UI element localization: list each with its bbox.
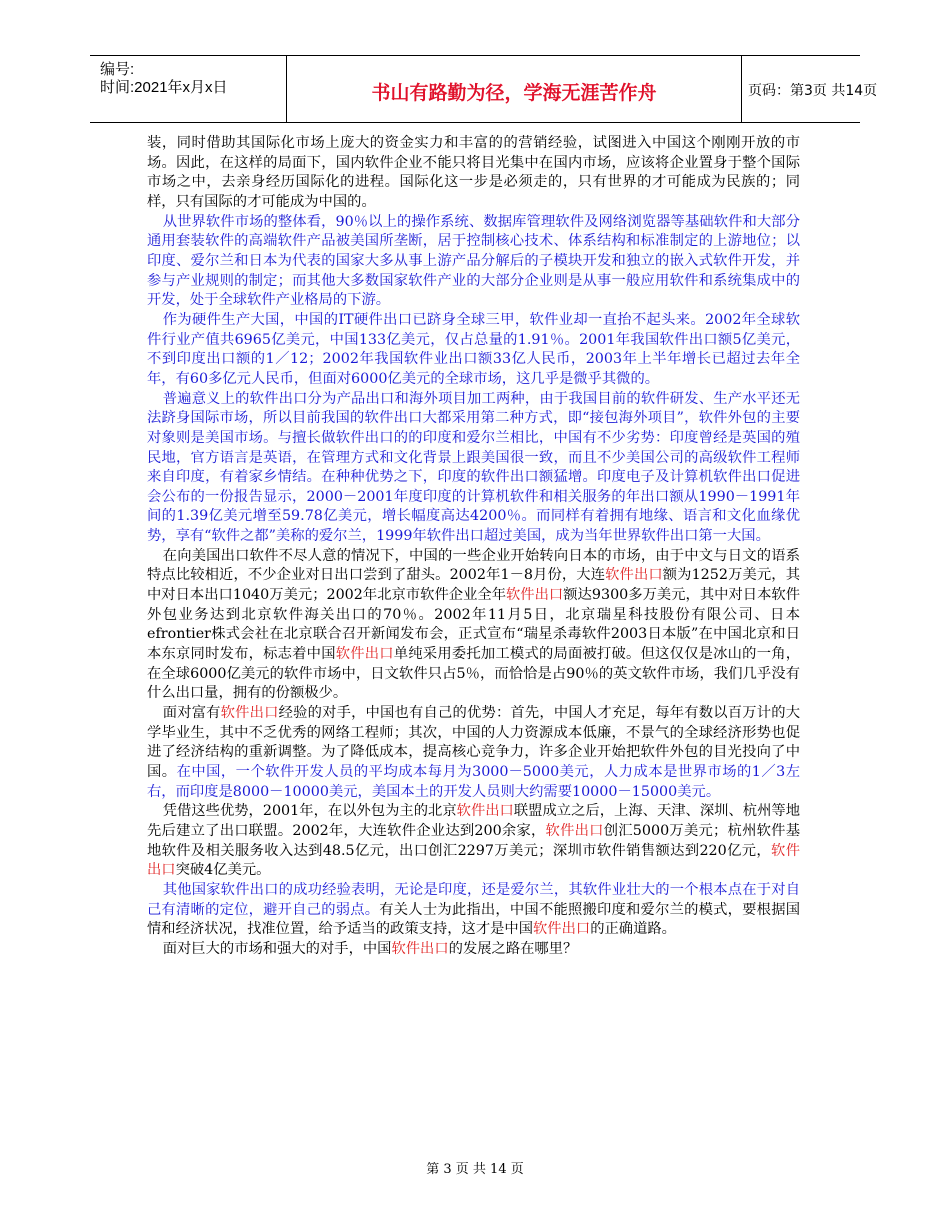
- keyword-highlight: 软件出口: [220, 705, 279, 722]
- text-run: 创汇5000万美元；杭州软件基地软件及相关服务收入达到48.5亿元，出口创汇2297万美元；深圳市软件销售额达到220亿元，: [147, 822, 801, 859]
- header-page-cell: [740, 56, 878, 122]
- keyword-highlight: 软件出口: [456, 803, 514, 820]
- serial-label: 编号:: [100, 61, 135, 78]
- paragraph: [147, 802, 800, 881]
- keyword-highlight: 软件出口: [147, 842, 800, 879]
- text-run: 单纯采用委托加工模式的局面被打破。但这仅仅是冰山的一角，在全球6000亿美元的软件市场中，日文软件只占5％，而恰恰是占90％的英文软件市场，我们几乎没有什么出口量，拥有的份额极少。: [147, 646, 801, 702]
- keyword-highlight: 软件出口: [391, 940, 449, 957]
- paragraph: [147, 390, 800, 547]
- text-run: 作为硬件生产大国，中国的IT硬件出口已跻身全球三甲，软件业却一直抬不起头来。2002年全球软件行业产值共6965亿美元，中国133亿美元，仅占总量的1.91％。2001年我国软件出口额5亿美元，不到印度出口额的1／12；2002年我国软件业出口额33亿人民币，2003年上半年增长已超过去年全年，有60多亿元人民币，但面对6000亿美元的全球市场，这几乎是微乎其微的。: [147, 311, 800, 387]
- text-run: 面对巨大的市场和强大的对手，中国: [162, 940, 392, 957]
- text-run: 经验的对手，中国也有自己的优势：首先，中国人才充足，每年有数以百万计的大学毕业生，其中不乏优秀的网络工程师；其次，中国的人力资源成本低廉，不景气的全球经济形势也促进了经济结构的重新调整。为了降低成本，提高核心竞争力，许多企业开始把软件外包的目光投向了中国。: [147, 705, 800, 780]
- paragraph: [147, 881, 800, 940]
- paragraph: [147, 311, 800, 390]
- text-run: 突破4亿美元。: [175, 862, 271, 879]
- header-motto-cell: [286, 56, 742, 122]
- text-run: 联盟成立之后，上海、天津、深圳、杭州等地先后建立了出口联盟。2002年，大连软件企业达到200余家，: [147, 803, 801, 839]
- text-run: 在向美国出口软件不尽人意的情况下，中国的一些企业开始转向日本的市场，由于中文与日文的语系特点比较相近，不少企业对日出口尝到了甜头。2002年1－8月份，大连: [147, 547, 800, 584]
- text-run: 面对富有: [162, 705, 221, 722]
- keyword-highlight: 软件出口: [533, 921, 591, 938]
- keyword-highlight: 软件出口: [506, 587, 564, 604]
- text-run: 装，同时借助其国际化市场上庞大的资金实力和丰富的的营销经验，试图进入中国这个刚刚开放的市场。因此，在这样的局面下，国内软件企业不能只将目光集中在国内市场，应该将企业置身于整个国际市场之中，去亲身经历国际化的进程。国际化这一步是必须走的，只有世界的才可能成为民族的；同样，只有国际的才可能成为中国的。: [147, 135, 800, 210]
- header-page-info: 页码：第3页 共14页: [748, 83, 878, 99]
- date-label: 时间:2021年x月x日: [100, 79, 228, 96]
- keyword-highlight: 软件出口: [605, 567, 663, 584]
- text-run: 额为1252万美元，其中对日本出口1040万美元；2002年北京市软件企业全年: [147, 567, 801, 604]
- paragraph: [147, 547, 800, 704]
- page-footer: 第 3 页 共 14 页: [426, 1162, 524, 1177]
- paragraph: [147, 134, 800, 213]
- motto: 书山有路勤为径，学海无涯苦作舟: [371, 82, 657, 104]
- text-run: 额达9300多万美元，其中对日本软件外包业务达到北京软件海关出口的70％。2002年11月5日，北京瑞星科技股份有限公司、日本efrontier株式会社在北京联合召开新闻发布会，正式宣布“瑞星杀毒软件2003日本版”在中国北京和日本东京同时发布，标志着中国: [147, 587, 800, 663]
- paragraph: [147, 213, 800, 311]
- paragraph: [147, 940, 800, 960]
- text-run: 在中国，一个软件开发人员的平均成本每月为3000－5000美元，人力成本是世界市场的1／3左右，而印度是8000－10000美元，美国本土的开发人员则大约需要10000－15000美元。: [147, 764, 800, 800]
- page-header: [90, 55, 878, 123]
- text-run: 的正确道路。: [590, 921, 676, 938]
- keyword-highlight: 软件出口: [335, 646, 394, 663]
- text-run: 普遍意义上的软件出口分为产品出口和海外项目加工两种，由于我国目前的软件研发、生产水平还无法跻身国际市场，所以目前我国的软件出口大都采用第二种方式，即“接包海外项目”，软件外包的主要对象则是美国市场。与擅长做软件出口的的印度和爱尔兰相比，中国有不少劣势：印度曾经是英国的殖民地，官方语言是英语，在管理方式和文化背景上跟美国很一致，而且不少美国公司的高级软件工程师来自印度，有着家乡情结。在种种优势之下，印度的软件出口额猛增。印度电子及计算机软件出口促进会公布的一份报告显示，2000－2001年度印度的计算机软件和相关服务的年出口额从1990－1991年间的1.39亿美元增至59.78亿美元，增长幅度高达4200％。而同样有着拥有地缘、语言和文化血缘优势，享有“软件之都”美称的爱尔兰，1999年软件出口超过美国，成为当年世界软件出口第一大国。: [147, 390, 800, 545]
- keyword-highlight: 软件出口: [545, 822, 604, 839]
- text-run: 其他国家软件出口的成功经验表明，无论是印度，还是爱尔兰，其软件业壮大的一个根本点在于对自己有清晰的定位，避开自己的弱点。: [147, 881, 800, 918]
- text-run: 凭借这些优势，2001年，在以外包为主的北京: [162, 803, 457, 820]
- paragraph: [147, 704, 800, 802]
- text-run: 从世界软件市场的整体看，90％以上的操作系统、数据库管理软件及网络浏览器等基础软件和大部分通用套装软件的高端软件产品被美国所垄断，居于控制核心技术、体系结构和标准制定的上游地位；以印度、爱尔兰和日本为代表的国家大多从事上游产品分解后的子模块开发和独立的嵌入式软件开发，并参与产业规则的制定；而其他大多数国家软件产业的大部分企业则是从事一般应用软件和系统集成中的开发，处于全球软件产业格局的下游。: [147, 213, 800, 309]
- document-body: [147, 134, 800, 960]
- text-run: 的发展之路在哪里？: [448, 940, 578, 957]
- text-run: 有关人士为此指出，中国不能照搬印度和爱尔兰的模式，要根据国情和经济状况，找准位置，给予适当的政策支持，这才是中国: [147, 901, 801, 938]
- header-meta-cell: [90, 56, 286, 122]
